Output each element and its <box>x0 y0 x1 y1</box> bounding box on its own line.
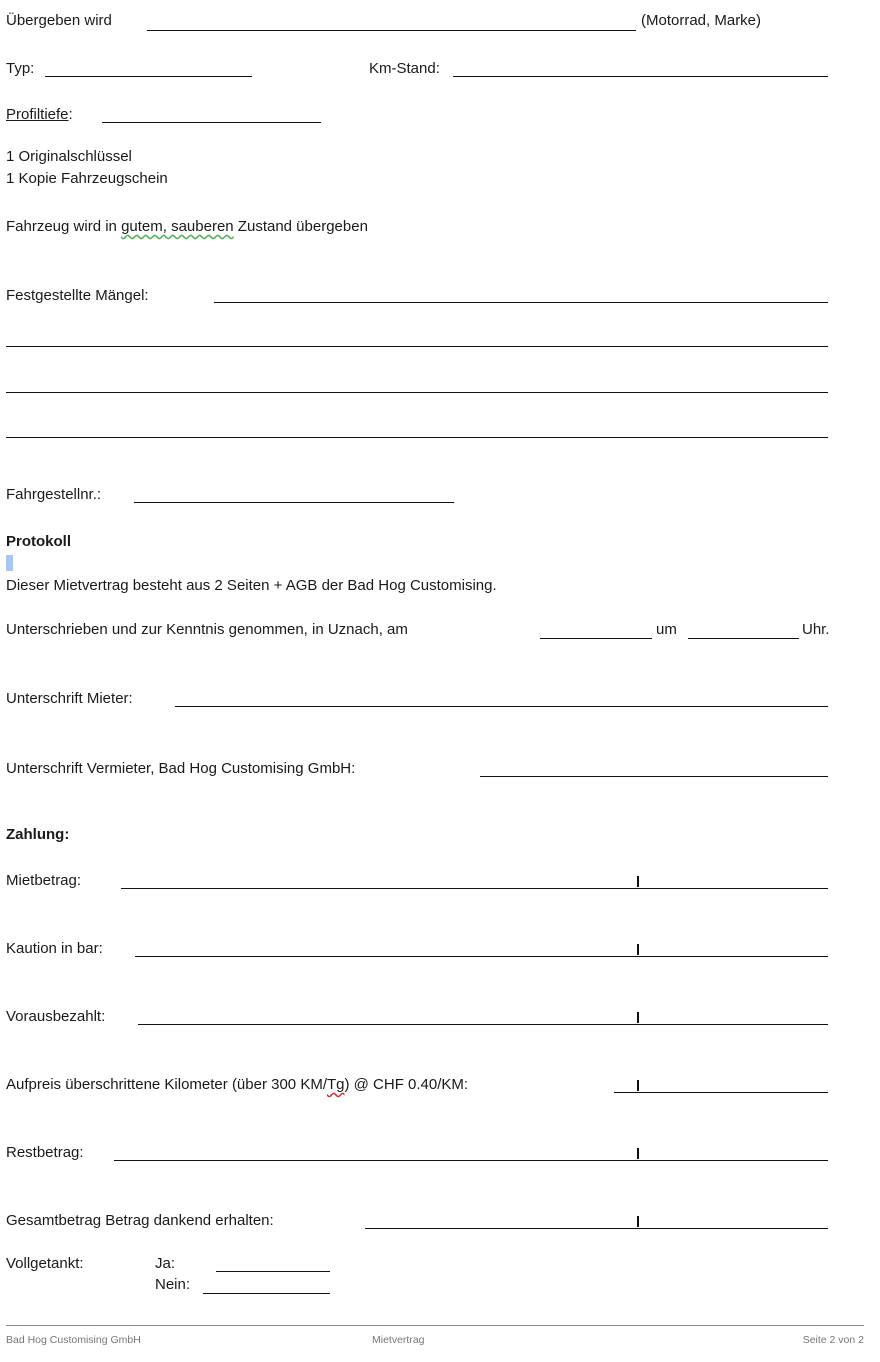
payment-heading: Zahlung: <box>6 826 70 843</box>
defects-field-2[interactable] <box>6 346 828 347</box>
payment-prepaid-separator <box>637 1012 639 1023</box>
tread-label: Profiltiefe: <box>6 106 73 123</box>
fuel-label: Vollgetankt: <box>6 1255 84 1272</box>
type-label: Typ: <box>6 60 35 77</box>
text-cursor <box>6 555 13 571</box>
payment-total-field[interactable] <box>365 1228 828 1229</box>
protocol-heading: Protokoll <box>6 533 72 550</box>
chassis-label: Fahrgestellnr.: <box>6 486 102 503</box>
payment-surcharge-label: Aufpreis überschrittene Kilometer (über 300 KM/Tg) @ CHF 0.40/KM: <box>6 1076 469 1093</box>
payment-deposit-field[interactable] <box>135 956 828 957</box>
payment-remaining-label: Restbetrag: <box>6 1144 84 1161</box>
signed-date-field[interactable] <box>540 638 652 639</box>
km-field[interactable] <box>453 76 828 77</box>
defects-field-1[interactable] <box>214 302 828 303</box>
payment-rent-label: Mietbetrag: <box>6 872 82 889</box>
condition-text: Fahrzeug wird in gutem, sauberen Zustand übergeben <box>6 218 368 235</box>
footer-divider <box>6 1325 864 1326</box>
fuel-yes-label: Ja: <box>155 1255 176 1272</box>
payment-prepaid-label: Vorausbezahlt: <box>6 1008 106 1025</box>
fuel-yes-field[interactable] <box>216 1271 330 1272</box>
payment-surcharge-field[interactable] <box>614 1092 828 1093</box>
footer-page-number: Seite 2 von 2 <box>802 1334 864 1346</box>
landlord-signature-label: Unterschrift Vermieter, Bad Hog Customising GmbH: <box>6 760 356 777</box>
payment-total-label: Gesamtbetrag Betrag dankend erhalten: <box>6 1212 274 1229</box>
payment-deposit-separator <box>637 944 639 955</box>
type-field[interactable] <box>45 76 252 77</box>
signed-time-field[interactable] <box>688 638 799 639</box>
payment-prepaid-field[interactable] <box>138 1024 828 1025</box>
signed-text: Unterschrieben und zur Kenntnis genommen, in Uznach, am <box>6 621 408 638</box>
defects-label: Festgestellte Mängel: <box>6 287 149 304</box>
payment-rent-separator <box>637 876 639 887</box>
handover-hint: (Motorrad, Marke) <box>641 12 762 29</box>
item-registration-copy: 1 Kopie Fahrzeugschein <box>6 170 168 187</box>
payment-remaining-separator <box>637 1148 639 1159</box>
contract-consists-text: Dieser Mietvertrag besteht aus 2 Seiten + AGB der Bad Hog Customising. <box>6 577 497 594</box>
tenant-signature-field[interactable] <box>175 706 828 707</box>
km-label: Km-Stand: <box>369 60 440 77</box>
footer-company: Bad Hog Customising GmbH <box>6 1334 141 1346</box>
item-key: 1 Originalschlüssel <box>6 148 132 165</box>
payment-surcharge-separator <box>637 1080 639 1091</box>
footer-doc-title: Mietvertrag <box>372 1334 425 1346</box>
landlord-signature-field[interactable] <box>480 776 828 777</box>
fuel-no-field[interactable] <box>203 1293 330 1294</box>
signed-uhr: Uhr. <box>802 621 830 638</box>
fuel-no-label: Nein: <box>155 1276 191 1293</box>
tread-field[interactable] <box>102 122 321 123</box>
tenant-signature-label: Unterschrift Mieter: <box>6 690 133 707</box>
handover-label: Übergeben wird <box>6 12 112 29</box>
defects-field-4[interactable] <box>6 437 828 438</box>
payment-rent-field[interactable] <box>121 888 828 889</box>
payment-total-separator <box>637 1216 639 1227</box>
defects-field-3[interactable] <box>6 392 828 393</box>
chassis-field[interactable] <box>134 502 454 503</box>
payment-deposit-label: Kaution in bar: <box>6 940 103 957</box>
payment-remaining-field[interactable] <box>114 1160 828 1161</box>
handover-field[interactable] <box>147 30 636 31</box>
signed-um: um <box>656 621 677 638</box>
